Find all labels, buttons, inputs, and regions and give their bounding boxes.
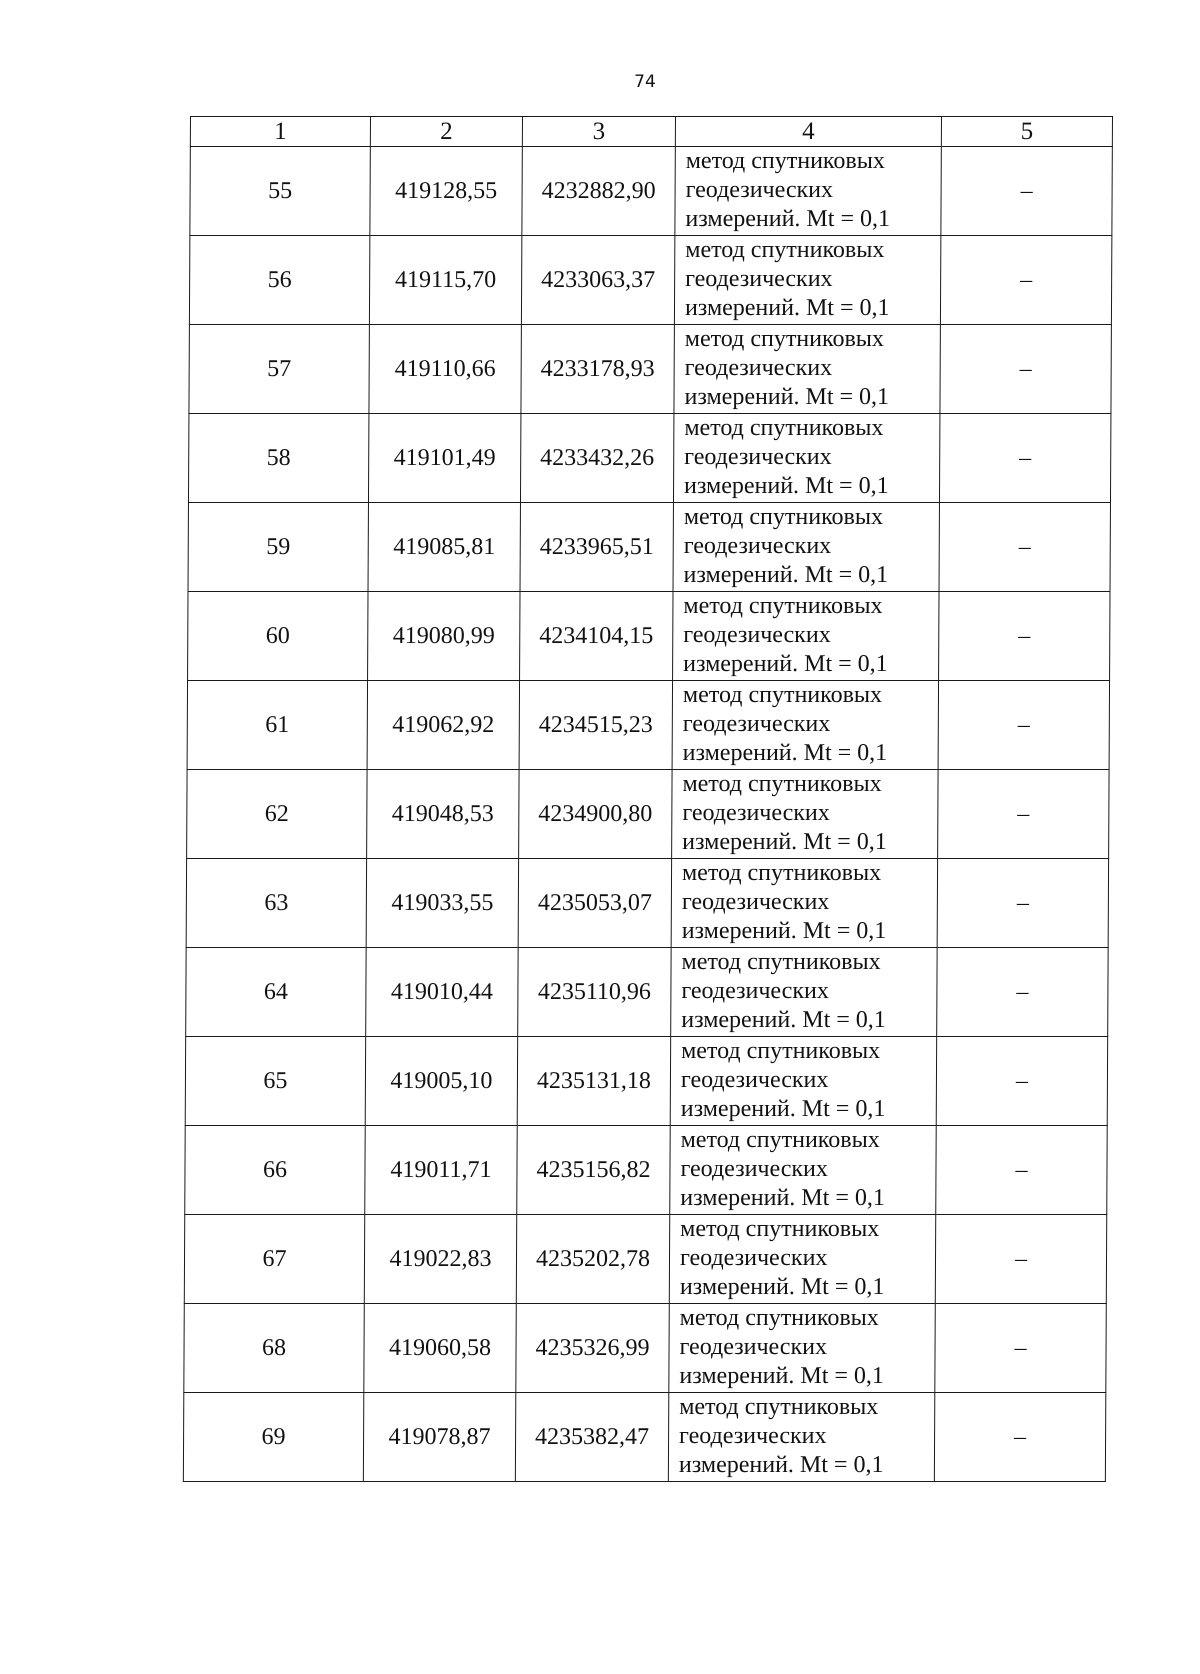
point-number-cell: 57: [189, 325, 369, 414]
method-line: метод спутниковых: [685, 237, 885, 263]
method-line: метод спутниковых: [679, 1394, 879, 1420]
table-row: [189, 236, 1111, 325]
method-line: измерений. Mt = 0,1: [680, 1185, 885, 1211]
point-number-cell: 67: [184, 1215, 364, 1304]
table-row: [188, 414, 1110, 503]
table-row: [188, 592, 1110, 681]
table-body: [183, 147, 1112, 1482]
method-line: метод спутниковых: [683, 593, 883, 619]
note-cell: –: [936, 1037, 1107, 1126]
x-coordinate-cell: 419078,87: [363, 1393, 515, 1482]
x-coordinate-cell: 419048,53: [367, 770, 519, 859]
method-cell: [669, 1304, 935, 1393]
point-number-cell: 65: [185, 1037, 365, 1126]
y-coordinate-cell: 4232882,90: [522, 147, 675, 236]
method-cell: [674, 236, 940, 325]
note-cell: –: [940, 236, 1111, 325]
method-cell: [671, 948, 937, 1037]
x-coordinate-cell: 419101,49: [368, 414, 520, 503]
y-coordinate-cell: 4235053,07: [518, 859, 671, 948]
x-coordinate-cell: 419005,10: [365, 1037, 517, 1126]
y-coordinate-cell: 4233063,37: [521, 236, 674, 325]
point-number-cell: 60: [188, 592, 368, 681]
method-line: измерений. Mt = 0,1: [685, 206, 891, 232]
point-number-cell: 68: [184, 1304, 364, 1393]
table-row: [187, 681, 1109, 770]
note-cell: –: [940, 325, 1111, 414]
coordinates-table: [183, 116, 1113, 1482]
point-number-cell: 66: [185, 1126, 365, 1215]
column-header-1: 1: [190, 117, 370, 147]
method-line: измерений. Mt = 0,1: [682, 829, 887, 855]
table-row: [185, 1037, 1107, 1126]
method-line: метод спутниковых: [684, 415, 884, 441]
note-cell: –: [938, 681, 1109, 770]
table-row: [186, 948, 1108, 1037]
method-line: метод спутниковых: [682, 771, 882, 797]
table-header-row: [190, 117, 1112, 147]
method-line: измерений. Mt = 0,1: [681, 918, 887, 944]
x-coordinate-cell: 419128,55: [370, 147, 522, 236]
y-coordinate-cell: 4233965,51: [520, 503, 673, 592]
point-number-cell: 69: [183, 1393, 363, 1482]
method-line: измерений. Mt = 0,1: [684, 384, 890, 410]
point-number-cell: 56: [189, 236, 369, 325]
method-line: измерений. Mt = 0,1: [679, 1274, 885, 1300]
y-coordinate-cell: 4233178,93: [521, 325, 674, 414]
point-number-cell: 58: [188, 414, 368, 503]
method-line: геодезических: [684, 444, 832, 470]
method-cell: [670, 1126, 936, 1215]
x-coordinate-cell: 419033,55: [366, 859, 518, 948]
method-line: измерений. Mt = 0,1: [683, 473, 889, 499]
x-coordinate-cell: 419080,99: [368, 592, 520, 681]
y-coordinate-cell: 4235156,82: [517, 1126, 670, 1215]
method-cell: [669, 1215, 935, 1304]
column-header-4: 4: [675, 117, 941, 147]
method-line: метод спутниковых: [680, 1127, 880, 1153]
y-coordinate-cell: 4235110,96: [518, 948, 671, 1037]
method-line: геодезических: [682, 800, 830, 826]
method-cell: [672, 770, 938, 859]
note-cell: –: [937, 948, 1108, 1037]
y-coordinate-cell: 4234900,80: [519, 770, 672, 859]
method-line: геодезических: [683, 533, 832, 559]
y-coordinate-cell: 4235382,47: [515, 1393, 668, 1482]
x-coordinate-cell: 419085,81: [368, 503, 520, 592]
method-line: метод спутниковых: [679, 1305, 879, 1331]
point-number-cell: 55: [190, 147, 370, 236]
point-number-cell: 61: [187, 681, 367, 770]
note-cell: –: [937, 859, 1108, 948]
method-line: геодезических: [679, 1245, 828, 1271]
y-coordinate-cell: 4235131,18: [517, 1037, 670, 1126]
column-header-2: 2: [370, 117, 522, 147]
x-coordinate-cell: 419060,58: [364, 1304, 516, 1393]
table-row: [190, 147, 1112, 236]
method-line: измерений. Mt = 0,1: [684, 295, 890, 321]
point-number-cell: 62: [187, 770, 367, 859]
method-line: геодезических: [683, 622, 831, 648]
method-cell: [668, 1393, 934, 1482]
method-cell: [670, 1037, 936, 1126]
method-line: измерений. Mt = 0,1: [681, 1007, 886, 1033]
method-cell: [673, 503, 939, 592]
method-line: измерений. Mt = 0,1: [682, 740, 888, 766]
method-line: геодезических: [679, 1423, 827, 1449]
note-cell: –: [939, 503, 1110, 592]
method-cell: [673, 414, 939, 503]
method-cell: [671, 859, 937, 948]
table-row: [189, 325, 1111, 414]
method-line: измерений. Mt = 0,1: [679, 1363, 885, 1389]
point-number-cell: 64: [186, 948, 366, 1037]
table-row: [188, 503, 1110, 592]
method-line: геодезических: [680, 1156, 829, 1182]
method-line: измерений. Mt = 0,1: [680, 1096, 886, 1122]
y-coordinate-cell: 4233432,26: [520, 414, 673, 503]
x-coordinate-cell: 419062,92: [367, 681, 519, 770]
table-row: [185, 1126, 1107, 1215]
method-line: измерений. Mt = 0,1: [678, 1452, 884, 1478]
method-line: метод спутниковых: [682, 682, 883, 708]
point-number-cell: 63: [186, 859, 366, 948]
note-cell: –: [936, 1126, 1107, 1215]
method-line: геодезических: [684, 355, 833, 381]
method-line: метод спутниковых: [680, 1216, 880, 1242]
method-line: геодезических: [685, 266, 833, 292]
method-line: метод спутниковых: [681, 1038, 881, 1064]
table-row: [183, 1393, 1105, 1482]
note-cell: –: [935, 1215, 1106, 1304]
x-coordinate-cell: 419010,44: [366, 948, 518, 1037]
method-line: геодезических: [681, 889, 830, 915]
method-line: измерений. Mt = 0,1: [683, 651, 888, 677]
method-line: геодезических: [681, 978, 829, 1004]
x-coordinate-cell: 419110,66: [369, 325, 521, 414]
x-coordinate-cell: 419011,71: [365, 1126, 517, 1215]
x-coordinate-cell: 419022,83: [364, 1215, 516, 1304]
method-line: метод спутниковых: [681, 860, 882, 886]
column-header-5: 5: [941, 117, 1112, 147]
method-line: геодезических: [679, 1334, 828, 1360]
method-line: геодезических: [680, 1067, 829, 1093]
table-row: [184, 1304, 1106, 1393]
method-line: геодезических: [682, 711, 831, 737]
note-cell: –: [935, 1304, 1106, 1393]
y-coordinate-cell: 4235202,78: [516, 1215, 669, 1304]
note-cell: –: [941, 147, 1112, 236]
x-coordinate-cell: 419115,70: [369, 236, 521, 325]
method-cell: [673, 592, 939, 681]
table-row: [186, 859, 1108, 948]
method-line: измерений. Mt = 0,1: [683, 562, 889, 588]
y-coordinate-cell: 4235326,99: [516, 1304, 669, 1393]
method-cell: [674, 325, 940, 414]
method-line: геодезических: [685, 177, 834, 203]
point-number-cell: 59: [188, 503, 368, 592]
method-line: метод спутниковых: [681, 949, 881, 975]
method-cell: [675, 147, 941, 236]
note-cell: –: [934, 1393, 1105, 1482]
note-cell: –: [939, 414, 1110, 503]
y-coordinate-cell: 4234515,23: [519, 681, 672, 770]
method-cell: [672, 681, 938, 770]
note-cell: –: [939, 592, 1110, 681]
method-line: метод спутниковых: [683, 504, 884, 530]
table-row: [187, 770, 1109, 859]
column-header-3: 3: [522, 117, 675, 147]
note-cell: –: [938, 770, 1109, 859]
y-coordinate-cell: 4234104,15: [520, 592, 673, 681]
method-line: метод спутниковых: [684, 326, 885, 352]
table-row: [184, 1215, 1106, 1304]
page-number: 74: [634, 72, 656, 92]
method-line: метод спутниковых: [685, 148, 885, 174]
